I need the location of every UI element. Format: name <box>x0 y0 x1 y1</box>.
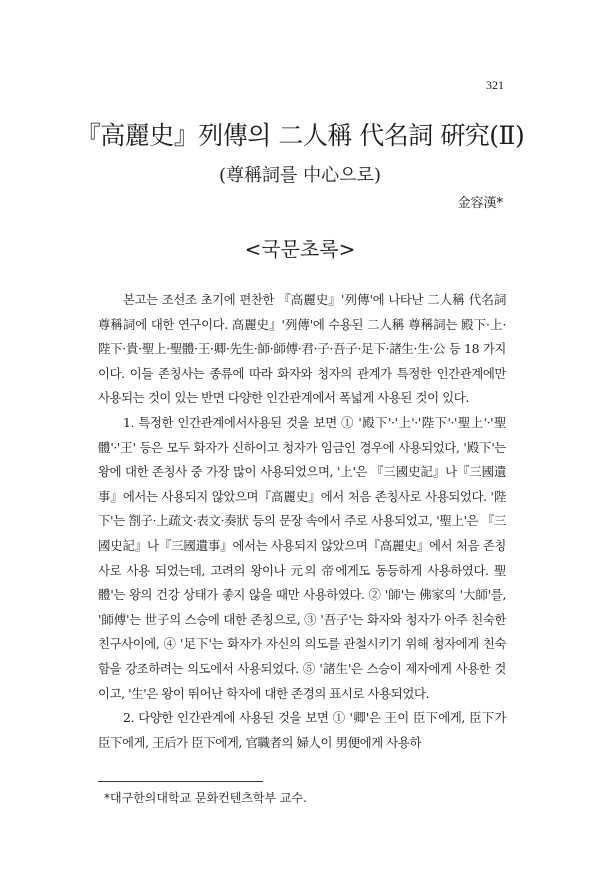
footnote-divider <box>98 781 263 782</box>
abstract-paragraph-3: 2. 다양한 인간관계에 사용된 것을 보면 ① '卿'은 王이 臣下에게, 臣下가 臣下에게, 王后가 臣下에게, 官職者의 婦人이 男便에게 사용하 <box>98 710 506 750</box>
author-affiliation-footnote: *대구한의대학교 문화컨텐츠학부 교수. <box>104 791 307 805</box>
paper-subtitle: (尊稱詞를 中心으로) <box>219 165 381 186</box>
abstract-heading: <국문초록> <box>244 237 356 261</box>
page-number: 321 <box>486 78 504 92</box>
paper-title: 『高麗史』列傳의 二人稱 代名詞 硏究(Ⅱ) <box>75 121 525 150</box>
author-name: 金容漢* <box>457 196 503 211</box>
abstract-paragraph-1: 본고는 조선조 초기에 편찬한 『高麗史』'列傳'에 나타난 二人稱 代名詞 尊稱詞에 대한 연구이다. 高麗史』'列傳'에 수용된 二人稱 尊稱詞는 殿下·上·陛下·貴·聖上·聖體·王·卿·先生·師·師傅·君·子·吾子·足下·諸生·生·公 등 18 가지이다. 이들 존칭사는 종류에 따라 화자와 청자의 관계가 특정한 인간관계에만 사용되는 것이 있는 반면 다양한 인간관계에서 폭넓게 사용된 것이 있다. <box>98 292 506 406</box>
abstract-body <box>98 288 506 755</box>
abstract-paragraph-2: 1. 특정한 인간관계에서사용된 것을 보면 ① '殿下'·'上'·'陛下'·'聖上'·'聖體'·'王' 등은 모두 화자가 신하이고 청자가 임금인 경우에 사용되었다, '殿下'는 왕에 대한 존칭사 중 가장 많이 사용되었으며, '上'은 『三國史記』나『三國遺事』에서는 사용되지 않았으며『高麗史』에서 처음 존칭사로 사용되었다. '陛下'는 劄子·上疏文·表文·奏狀 등의 문장 속에서 주로 사용되었고, '聖上'은 『三國史記』나『三國遺事』에서는 사용되지 않았으며『高麗史』에서 처음 존칭사로 사용 되었는데, 고려의 왕이나 元의 帝에게도 동등하게 사용하였다. 聖體'는 왕의 건강 상태가 좋지 않을 때만 사용하였다. ② '師'는 佛家의 '大師'를, '師傅'는 世子의 스승에 대한 존칭으로, ③ '吾子'는 화자와 청자가 아주 친숙한 친구사이에, ④ '足下'는 화자가 자신의 의도를 관철시키기 위해 청자에게 친숙함을 강조하려는 의도에서 사용되었다. ⑤ '諸生'은 스승이 제자에게 사용한 것이고, '生'은 왕이 뛰어난 학자에 대한 존경의 표시로 사용되었다. <box>98 414 506 701</box>
